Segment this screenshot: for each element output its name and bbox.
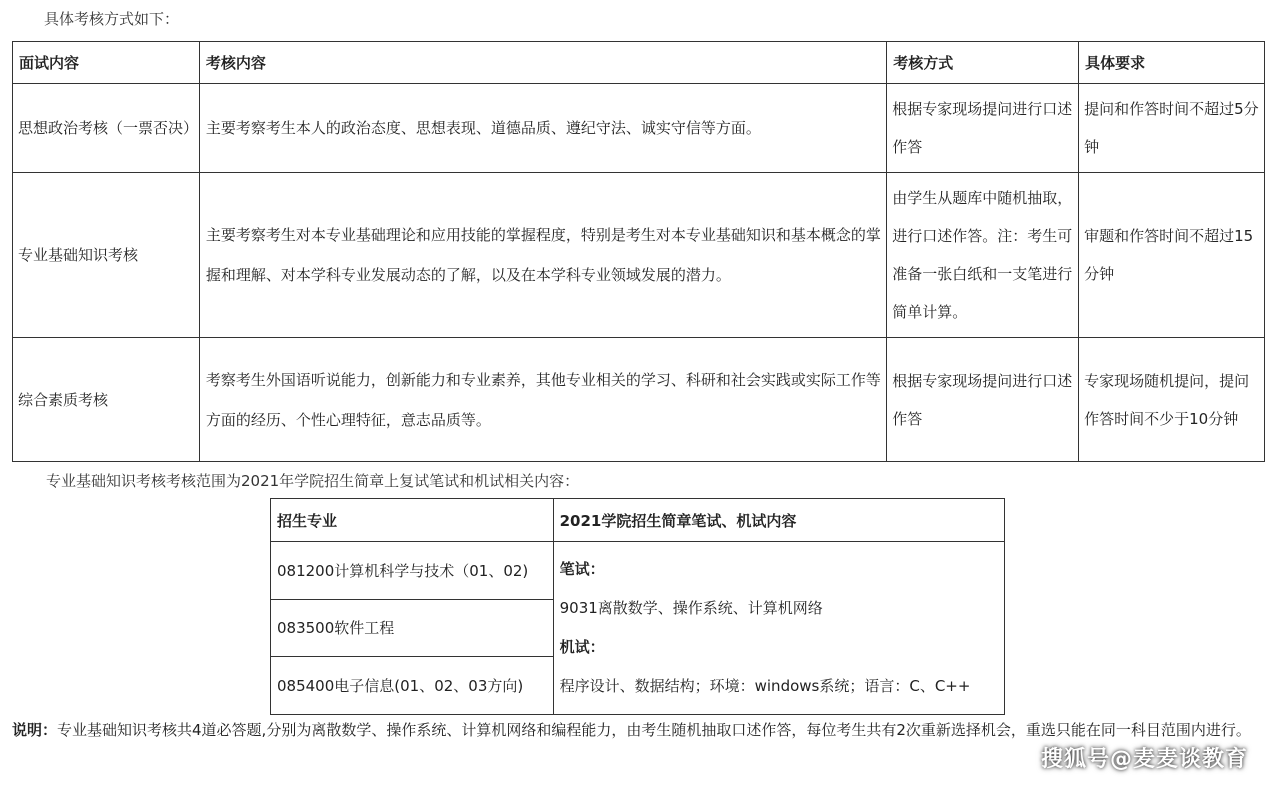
cell-major: 081200计算机科学与技术（01、02) [271,542,554,600]
cell-major: 085400电子信息(01、02、03方向) [271,657,554,715]
machine-label: 机试： [559,638,605,656]
cell-item: 综合素质考核 [13,338,200,462]
table-row [13,84,1265,173]
table-row [13,338,1265,462]
table-row [271,542,1005,600]
cell-requirement: 审题和作答时间不超过15分钟 [1079,173,1265,338]
table-row [13,173,1265,338]
cell-item: 思想政治考核（一票否决） [13,84,200,173]
scope-text: 专业基础知识考核考核范围为2021年学院招生简章上复试笔试和机试相关内容： [46,472,580,490]
header-major: 招生专业 [271,499,554,542]
header-requirement: 具体要求 [1079,42,1265,84]
note-label: 说明： [12,721,58,739]
cell-exam-content [553,542,1004,715]
machine-content: 程序设计、数据结构；环境：windows系统；语言：C、C++ [559,677,971,695]
table-header-row [271,499,1005,542]
cell-method: 根据专家现场提问进行口述作答 [887,84,1079,173]
cell-content: 主要考察考生对本专业基础理论和应用技能的掌握程度，特别是考生对本专业基础知识和基本概念的掌握和理解、对本学科专业发展动态的了解，以及在本学科专业领域发展的潜力。 [199,173,886,338]
assessment-table [12,41,1265,462]
header-exam-content: 2021学院招生简章笔试、机试内容 [553,499,1004,542]
cell-method: 根据专家现场提问进行口述作答 [887,338,1079,462]
header-content: 考核内容 [199,42,886,84]
cell-content: 考察考生外国语听说能力，创新能力和专业素养，其他专业相关的学习、科研和社会实践或实际工作等方面的经历、个性心理特征，意志品质等。 [199,338,886,462]
table-header-row [13,42,1265,84]
written-content: 9031离散数学、操作系统、计算机网络 [559,599,823,617]
cell-content: 主要考察考生本人的政治态度、思想表现、道德品质、遵纪守法、诚实守信等方面。 [199,84,886,173]
cell-method: 由学生从题库中随机抽取，进行口述作答。注：考生可准备一张白纸和一支笔进行简单计算。 [887,173,1079,338]
header-method: 考核方式 [887,42,1079,84]
cell-major: 083500软件工程 [271,599,554,657]
cell-item: 专业基础知识考核 [13,173,200,338]
watermark-text: 搜狐号@麦麦谈教育 [1040,747,1248,772]
exam-content-table [270,498,1005,715]
header-item: 面试内容 [13,42,200,84]
cell-requirement: 提问和作答时间不超过5分钟 [1079,84,1265,173]
note-text: 专业基础知识考核共4道必答题,分别为离散数学、操作系统、计算机网络和编程能力，由考生随机抽取口述作答，每位考生共有2次重新选择机会，重选只能在同一科目范围内进行。 [57,721,1251,739]
written-label: 笔试： [559,560,605,578]
intro-text: 具体考核方式如下： [44,10,180,28]
cell-requirement: 专家现场随机提问，提问作答时间不少于10分钟 [1079,338,1265,462]
